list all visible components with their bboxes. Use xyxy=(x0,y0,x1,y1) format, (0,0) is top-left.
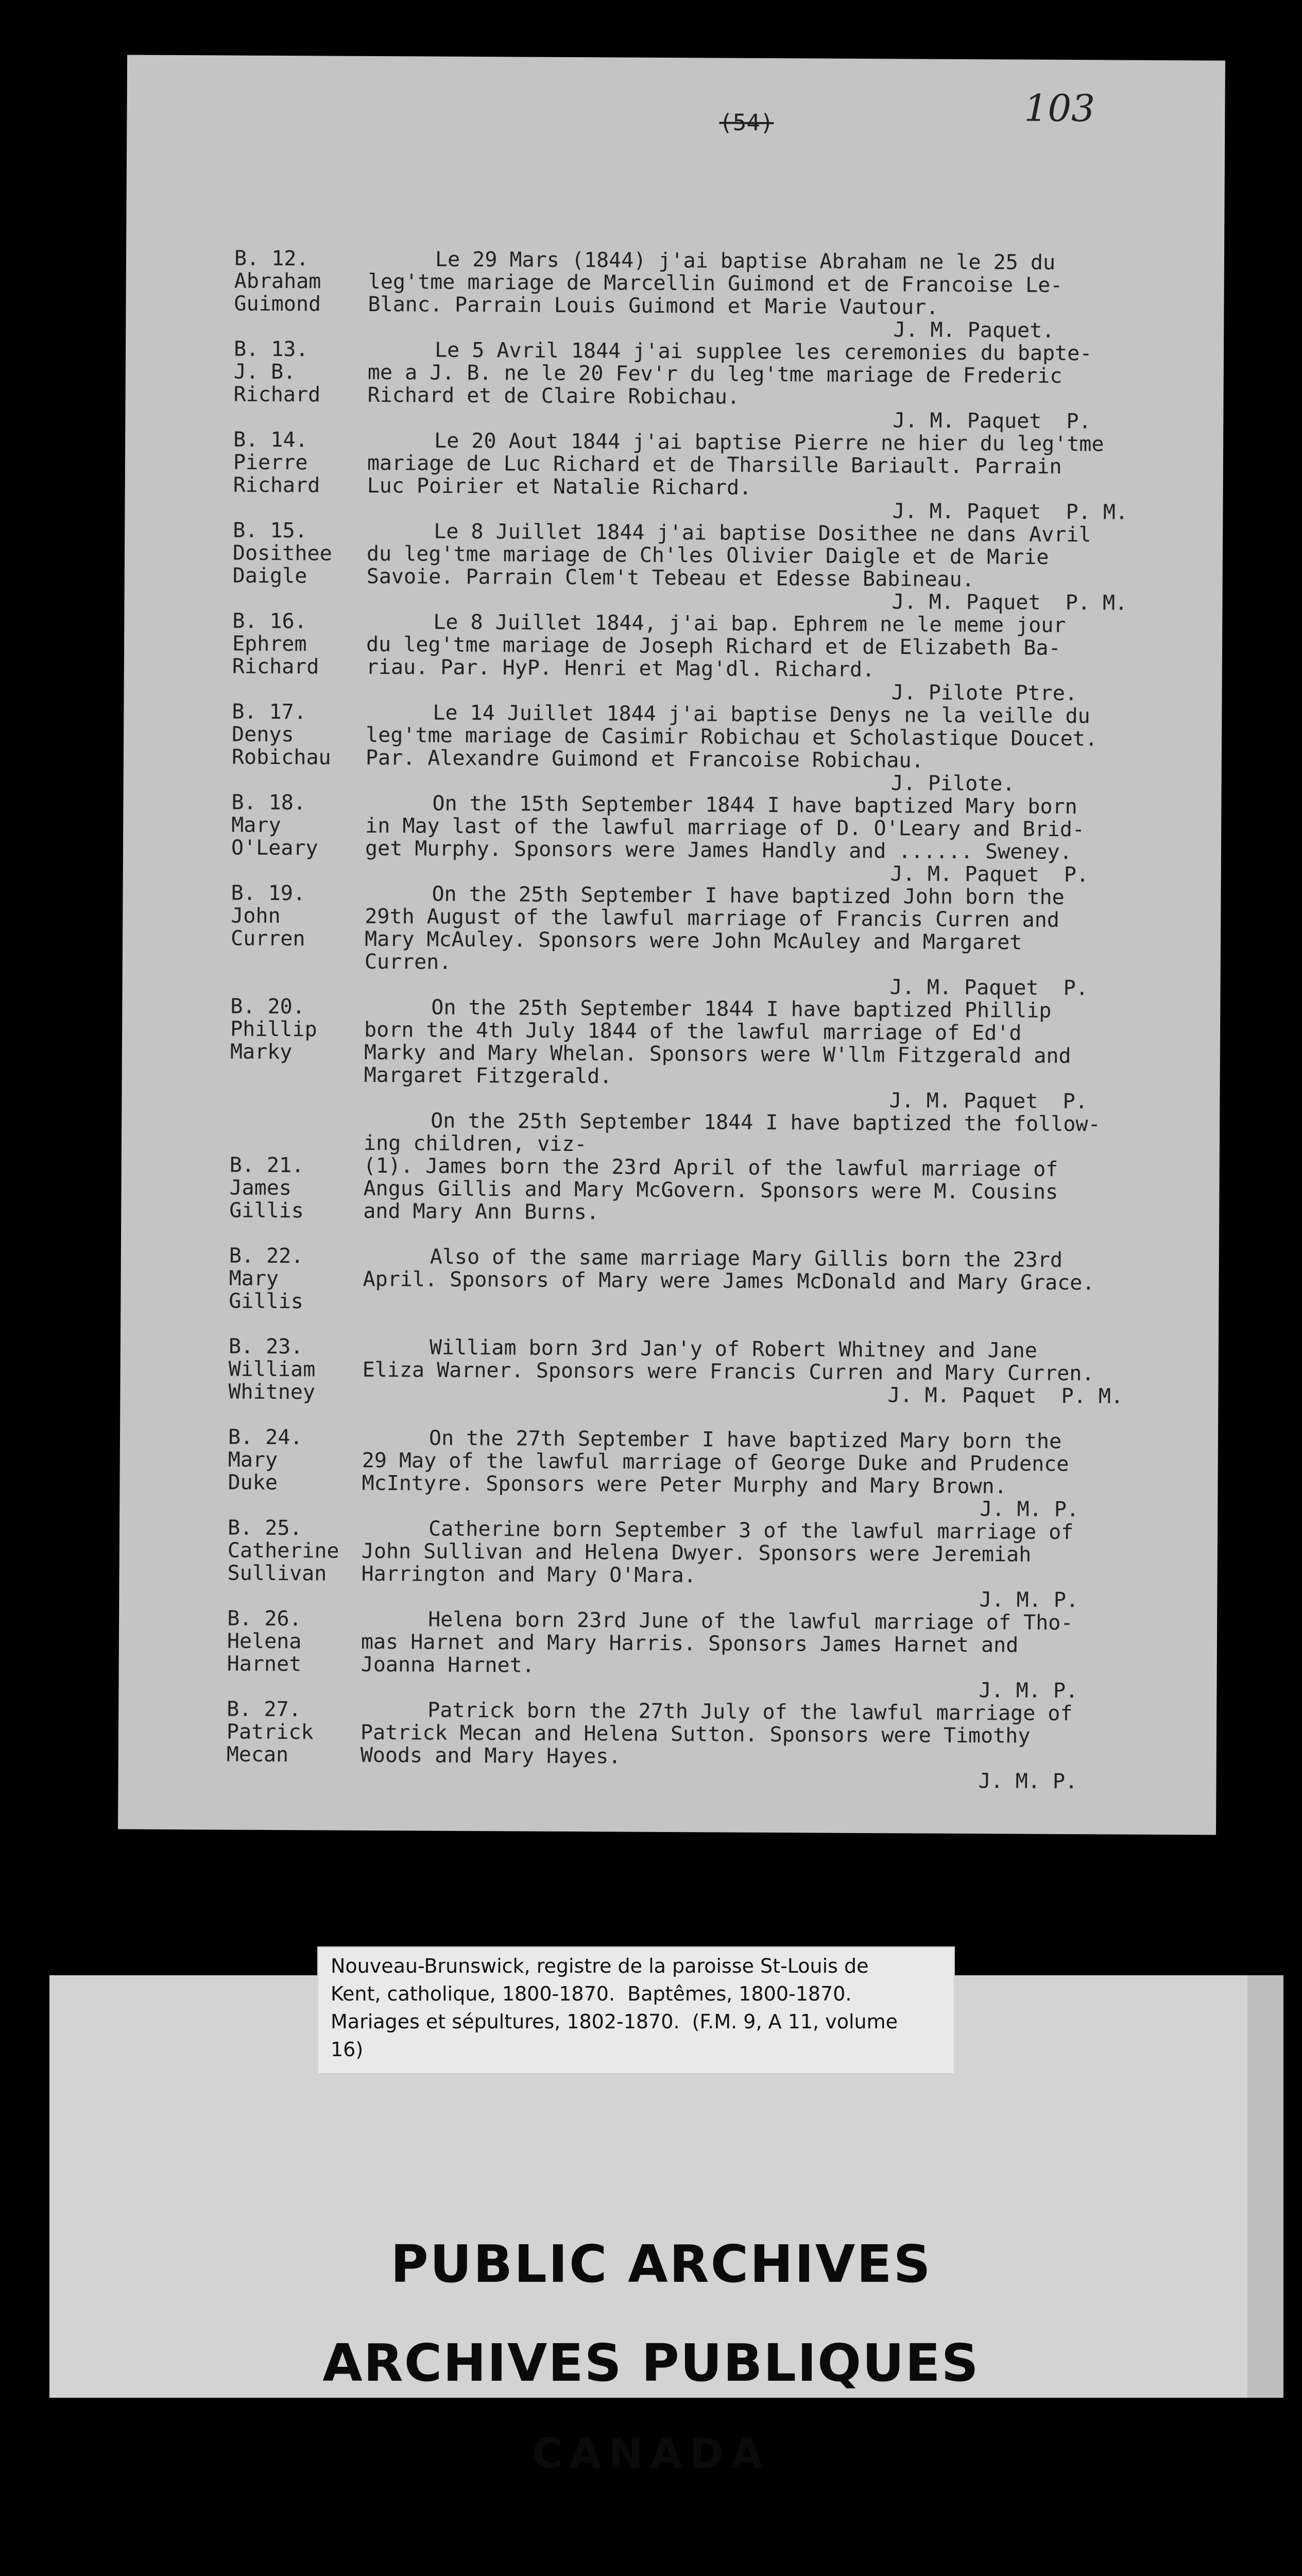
entry-text-line: Blanc. Parrain Louis Guimond et Marie Vautour. xyxy=(368,292,939,319)
entry-text-line: 29th August of the lawful marriage of Francis Curren and xyxy=(365,904,1059,932)
entry-text-line: Margaret Fitzgerald. xyxy=(364,1063,612,1089)
margin-note: B. 21. xyxy=(229,1153,304,1178)
entry-text-line: Le 8 Juillet 1844 j'ai baptise Dosithee ne dans Avril xyxy=(434,519,1091,547)
entry-text-line: leg'tme mariage de Marcellin Guimond et de Francoise Le- xyxy=(368,269,1063,297)
margin-note: Helena xyxy=(227,1629,302,1654)
entry-text-line: Eliza Warner. Sponsors were Francis Curren and Mary Curren. xyxy=(362,1358,1094,1386)
entry-text-line: Par. Alexandre Guimond et Francoise Robichau. xyxy=(365,745,924,773)
margin-note: Pierre xyxy=(233,450,308,475)
entry-text-line: On the 25th September 1844 I have baptized the follow- xyxy=(431,1109,1101,1137)
margin-note: B. 15. xyxy=(233,518,307,543)
margin-note: Mary xyxy=(229,1266,279,1291)
margin-note: Richard xyxy=(233,382,321,407)
entry-text-line: du leg'tme mariage de Ch'les Olivier Daigle et de Marie xyxy=(366,541,1049,569)
priest-signature: J. M. Paquet P. xyxy=(889,975,1089,1001)
priest-signature: J. M. P. xyxy=(979,1679,1078,1703)
margin-note: Catherine xyxy=(227,1538,339,1563)
archive-title-en: PUBLIC ARCHIVES xyxy=(390,2234,932,2294)
margin-note: Guimond xyxy=(234,292,321,316)
margin-note: B. 26. xyxy=(227,1606,302,1631)
margin-note: Richard xyxy=(233,473,320,498)
entry-text-line: Le 20 Aout 1844 j'ai baptise Pierre ne hier du leg'tme xyxy=(434,429,1104,456)
entry-text-line: Also of the same marriage Mary Gillis born the 23rd xyxy=(430,1245,1063,1272)
margin-note: Sullivan xyxy=(227,1561,327,1586)
margin-note: Mary xyxy=(228,1448,278,1472)
entry-text-line: Le 14 Juillet 1844 j'ai baptise Denys ne la veille du xyxy=(433,701,1090,728)
entry-text-line: du leg'tme mariage de Joseph Richard et de Elizabeth Ba- xyxy=(366,632,1061,660)
entry-text-line: in May last of the lawful marriage of D. O'Leary and Brid- xyxy=(365,814,1085,842)
margin-note: B. 22. xyxy=(229,1244,304,1268)
entry-text-line: Richard et de Claire Robichau. xyxy=(367,383,740,409)
priest-signature: J. Pilote. xyxy=(890,771,1015,796)
entry-text-line: and Mary Ann Burns. xyxy=(363,1199,599,1225)
entry-text-line: McIntyre. Sponsors were Peter Murphy and Mary Brown. xyxy=(362,1471,1007,1499)
entry-text-line: 29 May of the lawful marriage of George Duke and Prudence xyxy=(362,1448,1069,1477)
margin-note: Marky xyxy=(230,1040,293,1064)
margin-note: Mary xyxy=(231,813,281,838)
margin-note: J. B. xyxy=(233,360,296,384)
entry-text-line: On the 25th September 1844 I have baptized Phillip xyxy=(431,995,1052,1023)
entry-text-line: mariage de Luc Richard et de Tharsille Bariault. Parrain xyxy=(367,451,1062,479)
priest-signature: J. M. Paquet P. xyxy=(893,409,1091,434)
entry-text-line: Marky and Mary Whelan. Sponsors were W'llm Fitzgerald and xyxy=(364,1040,1071,1069)
entry-text-line: Patrick born the 27th July of the lawful marriage of xyxy=(427,1698,1073,1726)
struck-page-number: (54) xyxy=(719,109,774,137)
margin-note: B. 12. xyxy=(234,246,309,271)
slip-line: Nouveau-Brunswick, registre de la paroisse St-Louis de xyxy=(331,1955,869,1977)
priest-signature: J. M. P. xyxy=(978,1769,1078,1794)
margin-note: B. 25. xyxy=(227,1516,302,1540)
priest-signature: J. M. Paquet P. xyxy=(890,862,1089,887)
entry-text-line: Catherine born September 3 of the lawful marriage of xyxy=(428,1517,1074,1545)
collection-slip xyxy=(317,1946,955,2074)
margin-note: B. 16. xyxy=(232,609,307,634)
margin-note: Abraham xyxy=(234,269,321,294)
priest-signature: J. M. P. xyxy=(980,1497,1080,1522)
margin-note: Harnet xyxy=(227,1652,302,1676)
entry-text-line: Woods and Mary Hayes. xyxy=(360,1743,621,1769)
priest-signature: J. M. Paquet P. xyxy=(889,1089,1088,1114)
priest-signature: J. M. Paquet P. M. xyxy=(892,590,1128,615)
slip-line: Mariages et sépultures, 1802-1870. (F.M. 9, A 11, volume xyxy=(331,2010,898,2033)
margin-note: B. 14. xyxy=(233,428,308,452)
entry-text-line: Le 5 Avril 1844 j'ai supplee les ceremonies du bapte- xyxy=(434,338,1092,366)
entry-text-line: born the 4th July 1844 of the lawful marriage of Ed'd xyxy=(364,1018,1022,1045)
margin-note: James xyxy=(229,1176,292,1200)
margin-note: Curren xyxy=(230,926,305,951)
entry-text-line: John Sullivan and Helena Dwyer. Sponsors were Jeremiah xyxy=(361,1539,1032,1567)
entry-text-line: (1). James born the 23rd April of the lawful marriage of xyxy=(363,1154,1058,1181)
priest-signature: J. M. P. xyxy=(979,1588,1079,1613)
priest-signature: J. M. Paquet P. M. xyxy=(892,499,1128,524)
margin-note: B. 19. xyxy=(231,881,306,906)
entry-text-line: Helena born 23rd June of the lawful marriage of Tho- xyxy=(428,1607,1073,1635)
entry-text-line: me a J. B. ne le 20 Fev'r du leg'tme mariage de Frederic xyxy=(367,360,1063,388)
archive-country: CANADA xyxy=(532,2430,770,2478)
register-page xyxy=(118,55,1225,1835)
margin-note: Dosithee xyxy=(232,541,332,566)
entry-text-line: Luc Poirier et Natalie Richard. xyxy=(367,473,752,500)
entry-text-line: Curren. xyxy=(364,950,452,974)
margin-note: Richard xyxy=(232,654,319,679)
margin-note: B. 23. xyxy=(228,1334,303,1359)
entry-text-line: On the 25th September I have baptized John born the xyxy=(432,882,1065,909)
margin-note: Robichau xyxy=(231,745,331,770)
handwritten-page-number: 103 xyxy=(1024,86,1095,130)
margin-note: Daigle xyxy=(232,564,307,588)
entry-text-line: Patrick Mecan and Helena Sutton. Sponsors were Timothy xyxy=(360,1720,1031,1748)
priest-signature: J. M. Paquet. xyxy=(893,318,1055,343)
entry-text-line: riau. Par. HyP. Henri et Mag'dl. Richard. xyxy=(366,655,875,682)
margin-note: B. 20. xyxy=(230,994,305,1019)
slip-line: 16) xyxy=(331,2038,364,2061)
archive-title-fr: ARCHIVES PUBLIQUES xyxy=(322,2333,980,2393)
entry-text-line: ing children, viz- xyxy=(363,1131,587,1157)
margin-note: Gillis xyxy=(229,1289,303,1314)
entry-text-line: Joanna Harnet. xyxy=(361,1652,535,1677)
entry-text-line: get Murphy. Sponsors were James Handly and ...... Sweney. xyxy=(365,836,1072,865)
entry-text-line: leg'tme mariage de Casimir Robichau et Scholastique Doucet. xyxy=(366,723,1098,751)
margin-note: Duke xyxy=(228,1470,278,1495)
entry-text-line: mas Harnet and Mary Harris. Sponsors James Harnet and xyxy=(361,1630,1019,1657)
priest-signature: J. M. Paquet P. M. xyxy=(887,1383,1124,1409)
entry-text-line: Le 8 Juillet 1844, j'ai bap. Ephrem ne le meme jour xyxy=(433,610,1066,637)
margin-note: Whitney xyxy=(228,1380,316,1404)
entry-text-line: April. Sponsors of Mary were James McDonald and Mary Grace. xyxy=(363,1267,1095,1295)
priest-signature: J. Pilote Ptre. xyxy=(891,681,1077,706)
margin-note: Ephrem xyxy=(232,632,307,656)
margin-note: Mecan xyxy=(226,1742,289,1767)
slip-line: Kent, catholique, 1800-1870. Baptêmes, 1800-1870. xyxy=(331,1982,852,2005)
entry-text-line: Mary McAuley. Sponsors were John McAuley and Margaret xyxy=(364,927,1022,955)
margin-note: B. 27. xyxy=(227,1697,301,1722)
margin-note: Patrick xyxy=(226,1720,314,1744)
entry-text-line: Angus Gillis and Mary McGovern. Sponsors were M. Cousins xyxy=(363,1176,1058,1204)
margin-note: B. 18. xyxy=(231,790,306,815)
margin-note: Gillis xyxy=(229,1198,304,1223)
margin-note: John xyxy=(231,904,281,928)
margin-note: B. 13. xyxy=(233,337,309,362)
margin-note: B. 17. xyxy=(232,700,306,724)
margin-note: Phillip xyxy=(230,1017,317,1042)
margin-note: Denys xyxy=(232,722,294,747)
entry-text-line: On the 27th September I have baptized Mary born the xyxy=(429,1426,1062,1453)
entry-text-line: Savoie. Parrain Clem't Tebeau et Edesse Babineau. xyxy=(366,564,974,592)
entry-text-line: Le 29 Mars (1844) j'ai baptise Abraham ne le 25 du xyxy=(435,247,1056,275)
margin-note: B. 24. xyxy=(228,1425,303,1450)
margin-note: William xyxy=(228,1357,316,1382)
entry-text-line: Harrington and Mary O'Mara. xyxy=(361,1562,696,1588)
entry-text-line: William born 3rd Jan'y of Robert Whitney and Jane xyxy=(429,1335,1038,1363)
entry-text-line: On the 15th September 1844 I have baptized Mary born xyxy=(432,791,1077,819)
margin-note: O'Leary xyxy=(231,836,318,860)
